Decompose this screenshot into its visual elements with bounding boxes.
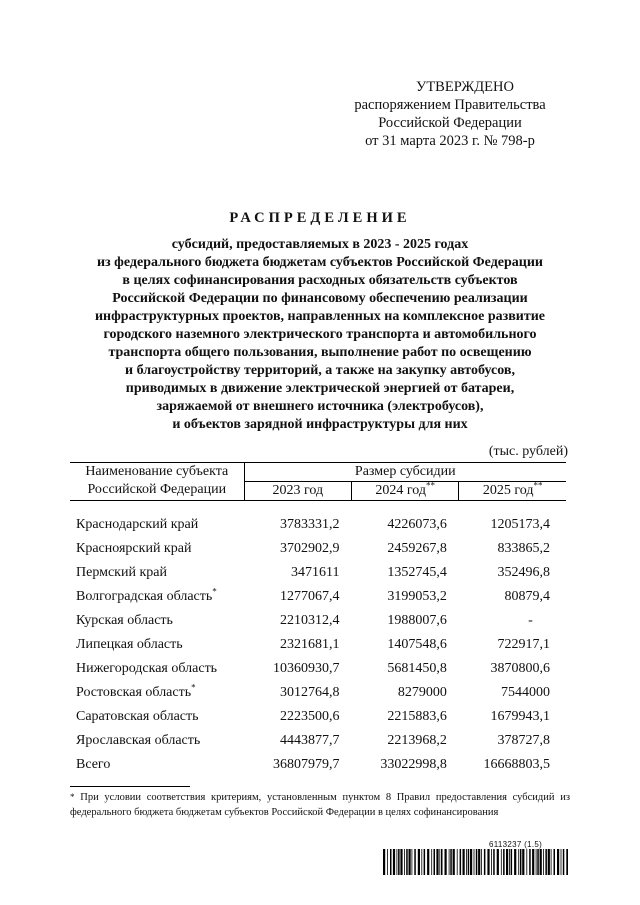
value-2023: 2321681,1	[279, 637, 340, 652]
subtitle-line: в целях софинансирования расходных обязательств субъектов	[122, 273, 518, 288]
value-2024: 8279000	[397, 685, 447, 700]
region-name	[70, 561, 244, 585]
table-row	[70, 561, 566, 585]
barcode-bar	[441, 849, 443, 875]
barcode-bar	[445, 849, 447, 875]
value-2024: 1988007,6	[387, 613, 447, 628]
barcode-bar	[543, 849, 544, 875]
barcode-bar	[487, 849, 489, 875]
barcode-bar	[476, 849, 478, 875]
footnote-divider	[70, 786, 190, 787]
table-row	[70, 537, 566, 561]
footnote-mark: *	[70, 792, 75, 802]
barcode-bar	[436, 849, 438, 875]
region-name-text: Нижегородская область	[76, 661, 218, 676]
value-2024: 2459267,8	[387, 541, 447, 556]
column-header-name-line-1: Наименование субъекта	[85, 464, 229, 479]
barcode-bar	[511, 849, 512, 875]
barcode-bar	[390, 849, 392, 875]
footnote	[70, 790, 570, 820]
value-2023: 10360930,7	[272, 661, 340, 676]
value-2025: -	[528, 613, 533, 628]
approval-line-3: Российской Федерации	[378, 115, 522, 131]
barcode-bar	[518, 849, 519, 875]
table-spacer	[70, 501, 566, 514]
barcode-bar	[520, 849, 522, 875]
barcode-bar	[548, 849, 550, 875]
barcode-bar	[460, 849, 462, 875]
barcode-bar	[474, 849, 475, 875]
value-2023: 2210312,4	[279, 613, 340, 628]
column-header-year	[459, 482, 566, 501]
region-name-text: Волгоградская область	[76, 589, 213, 604]
value-2025: 3870800,6	[490, 661, 550, 676]
barcode-bar	[439, 849, 440, 875]
footnote-text: При условии соответствия критериям, установленным пунктом 8 Правил предоставления субсидий из федерального бюджета бюджетам субъектов Российской Федерации в целях софинансирования	[70, 792, 570, 818]
value-2025: 378727,8	[497, 733, 550, 748]
barcode-bar	[529, 849, 531, 875]
barcode-bar	[393, 849, 395, 875]
region-name-text: Красноярский край	[76, 541, 192, 556]
value-2023: 3471611	[291, 565, 340, 580]
barcode-bar	[387, 849, 388, 875]
region-name-text: Краснодарский край	[76, 517, 199, 532]
barcode-bar	[503, 849, 505, 875]
barcode-bar	[566, 849, 568, 875]
document-heading: РАСПРЕДЕЛЕНИЕ	[229, 210, 411, 226]
barcode-bar	[506, 849, 508, 875]
value-2023: 2223500,6	[279, 709, 340, 724]
region-name	[70, 681, 244, 705]
barcode-bar	[404, 849, 405, 875]
region-name	[70, 633, 244, 657]
approval-title: УТВЕРЖДЕНО	[416, 79, 514, 95]
region-name-text: Саратовская область	[76, 709, 199, 724]
subtitle-line: приводимых в движение электрической энергией от батареи,	[125, 381, 515, 396]
value-2023: 3012764,8	[279, 685, 340, 700]
barcode-bar	[398, 849, 400, 875]
column-header-year	[351, 482, 458, 501]
barcode-bar	[431, 849, 432, 875]
barcode-bar	[434, 849, 436, 875]
barcode-bar	[526, 849, 527, 875]
region-mark: *	[212, 586, 217, 597]
barcode-bar	[466, 849, 467, 875]
column-header-name-line-2: Российской Федерации	[87, 482, 227, 497]
table-row	[70, 585, 566, 609]
barcode-bar	[418, 849, 420, 875]
region-name-text: Пермский край	[76, 565, 167, 580]
value-2025: 16668803,5	[483, 757, 550, 772]
table-row	[70, 681, 566, 705]
barcode-bar	[400, 849, 402, 875]
barcode-bar	[406, 849, 408, 875]
region-name	[70, 729, 244, 753]
table-row	[70, 729, 566, 753]
subtitle-line: Российской Федерации по финансовому обеспечению реализации	[112, 291, 528, 306]
value-2023: 3783331,2	[279, 517, 340, 532]
barcode-bar	[563, 849, 565, 875]
barcode-bar	[414, 849, 416, 875]
subtitle-line: транспорта общего пользования, выполнение работ по освещению	[108, 345, 532, 360]
units-label: (тыс. рублей)	[488, 444, 568, 459]
subtitle-line: из федерального бюджета бюджетам субъектов Российской Федерации	[96, 255, 543, 270]
barcode-bar	[449, 849, 450, 875]
document-subtitle	[60, 236, 580, 434]
document-number: 6113237 (1.5)	[489, 840, 543, 849]
value-2025: 1679943,1	[490, 709, 550, 724]
barcode-bar	[493, 849, 495, 875]
subtitle-line: и объектов зарядной инфраструктуры для них	[172, 417, 468, 432]
approval-line-2: распоряжением Правительства	[354, 97, 546, 113]
table-row	[70, 657, 566, 681]
value-2025: 80879,4	[504, 589, 550, 604]
value-2024: 5681450,8	[387, 661, 447, 676]
barcode-bar	[397, 849, 398, 875]
table-row	[70, 705, 566, 729]
approval-date: от 31 марта 2023 г. № 798-р	[365, 133, 535, 149]
barcode-icon	[383, 849, 568, 875]
year-mark: **	[426, 480, 436, 491]
barcode-bar	[537, 849, 539, 875]
barcode-bar	[509, 849, 510, 875]
value-2025: 833865,2	[497, 541, 550, 556]
region-name-text: Ярославская область	[76, 733, 201, 748]
table-row	[70, 633, 566, 657]
barcode-bar	[457, 849, 458, 875]
barcode-bar	[545, 849, 547, 875]
value-2024: 2213968,2	[387, 733, 447, 748]
barcode-bar	[532, 849, 534, 875]
barcode-bar	[463, 849, 465, 875]
barcode-bar	[540, 849, 542, 875]
barcode-bar	[557, 849, 559, 875]
barcode-bar	[409, 849, 411, 875]
value-2024: 1352745,4	[387, 565, 447, 580]
subsidy-table	[70, 462, 566, 777]
value-2025: 1205173,4	[490, 517, 550, 532]
value-2023: 36807979,7	[272, 757, 340, 772]
column-header-year	[244, 482, 351, 501]
approval-block	[330, 78, 570, 150]
barcode-bar	[468, 849, 470, 875]
column-header-size: Размер субсидии	[244, 463, 566, 482]
table-body	[70, 501, 566, 778]
value-2024: 4226073,6	[387, 517, 447, 532]
region-name	[70, 705, 244, 729]
subtitle-line: субсидий, предоставляемых в 2023 - 2025 годах	[171, 237, 469, 252]
subtitle-line: заряжаемой от внешнего источника (электробусов),	[156, 399, 484, 414]
region-name	[70, 609, 244, 633]
value-2024: 33022998,8	[380, 757, 447, 772]
barcode-bar	[497, 849, 499, 875]
barcode-bar	[514, 849, 516, 875]
region-name-text: Липецкая область	[76, 637, 183, 652]
barcode-bar	[554, 849, 556, 875]
barcode-bar	[427, 849, 429, 875]
region-name	[70, 585, 244, 609]
barcode-bar	[412, 849, 413, 875]
value-2024: 2215883,6	[387, 709, 447, 724]
barcode-bar	[383, 849, 385, 875]
barcode-bar	[491, 849, 492, 875]
barcode-bar	[481, 849, 482, 875]
barcode-bar	[424, 849, 426, 875]
barcode-bar	[453, 849, 455, 875]
subtitle-line: и благоустройству территорий, а также на закупку автобусов,	[125, 363, 515, 378]
table-row	[70, 513, 566, 537]
region-name	[70, 513, 244, 537]
value-2025: 722917,1	[497, 637, 550, 652]
value-2024: 3199053,2	[387, 589, 447, 604]
year-label: 2023 год	[272, 483, 324, 498]
barcode-bar	[551, 849, 552, 875]
region-mark: *	[191, 682, 196, 693]
region-name-text: Всего	[76, 757, 111, 772]
year-mark: **	[533, 480, 543, 491]
region-name	[70, 657, 244, 681]
barcode-bar	[478, 849, 480, 875]
table-row	[70, 609, 566, 633]
barcode-bar	[421, 849, 422, 875]
year-label: 2024 год	[375, 483, 427, 498]
region-name	[70, 753, 244, 777]
barcode-bar	[470, 849, 472, 875]
barcode-bar	[561, 849, 562, 875]
barcode-bar	[536, 849, 537, 875]
region-name-text: Курская область	[76, 613, 173, 628]
column-header-name	[70, 463, 244, 501]
barcode-bar	[501, 849, 502, 875]
table-row	[70, 753, 566, 777]
value-2023: 3702902,9	[279, 541, 340, 556]
value-2023: 4443877,7	[279, 733, 340, 748]
year-label: 2025 год	[482, 483, 534, 498]
value-2025: 7544000	[501, 685, 550, 700]
subtitle-line: городского наземного электрического транспорта и автомобильного	[103, 327, 537, 342]
barcode-bar	[484, 849, 486, 875]
value-2025: 352496,8	[497, 565, 550, 580]
region-name-text: Ростовская область	[76, 685, 192, 700]
region-name	[70, 537, 244, 561]
subtitle-line: инфраструктурных проектов, направленных на комплексное развитие	[94, 309, 546, 324]
barcode-bar	[522, 849, 524, 875]
barcode-bar	[450, 849, 452, 875]
value-2023: 1277067,4	[279, 589, 340, 604]
value-2024: 1407548,6	[387, 637, 447, 652]
